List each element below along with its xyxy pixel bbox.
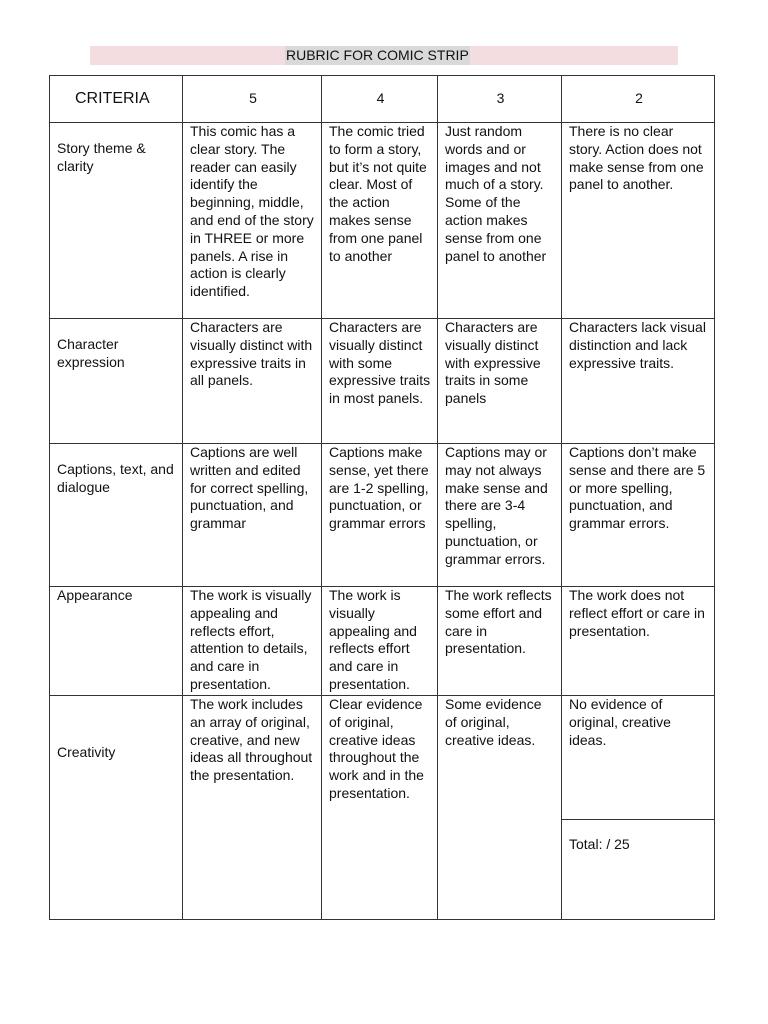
total-divider [562, 819, 714, 820]
cell-story-5: This comic has a clear story. The reader can easily identify the beginning, middle, and end of the story in THREE or more panels. A rise in action is clearly identified. [183, 123, 322, 319]
cell-captions-2: Captions don’t make sense and there are 5 or more spelling, punctuation, and grammar errors. [562, 444, 715, 587]
criterion-captions: Captions, text, and dialogue [50, 444, 183, 587]
cell-creativity-3: Some evidence of original, creative ideas. [438, 696, 562, 920]
cell-character-3: Characters are visually distinct with expressive traits in some panels [438, 319, 562, 444]
score-header-3: 3 [438, 76, 562, 123]
cell-character-4: Characters are visually distinct with some expressive traits in most panels. [322, 319, 438, 444]
criterion-appearance: Appearance [50, 587, 183, 696]
cell-creativity-2: No evidence of original, creative ideas. [569, 696, 671, 748]
cell-appearance-4: The work is visually appealing and reflects effort and care in presentation. [322, 587, 438, 696]
page-title: RUBRIC FOR COMIC STRIP [286, 47, 469, 63]
score-header-2: 2 [562, 76, 715, 123]
table-row [50, 123, 715, 319]
criterion-character-expression: Character expression [50, 319, 183, 444]
cell-creativity-2-container [562, 696, 715, 920]
criteria-header: CRITERIA [50, 76, 183, 123]
cell-character-5: Characters are visually distinct with expressive traits in all panels. [183, 319, 322, 444]
rubric-table [49, 75, 715, 920]
table-row [50, 319, 715, 444]
cell-character-2: Characters lack visual distinction and lack expressive traits. [562, 319, 715, 444]
cell-appearance-2: The work does not reflect effort or care in presentation. [562, 587, 715, 696]
cell-appearance-3: The work reflects some effort and care in presentation. [438, 587, 562, 696]
cell-story-4: The comic tried to form a story, but it’s not quite clear. Most of the action makes sense from one panel to another [322, 123, 438, 319]
score-header-5: 5 [183, 76, 322, 123]
score-header-4: 4 [322, 76, 438, 123]
table-row [50, 444, 715, 587]
table-row [50, 696, 715, 920]
cell-captions-4: Captions make sense, yet there are 1-2 spelling, punctuation, or grammar errors [322, 444, 438, 587]
header-row [50, 76, 715, 123]
criterion-story-theme: Story theme & clarity [50, 123, 183, 319]
cell-appearance-5: The work is visually appealing and reflects effort, attention to details, and care in presentation. [183, 587, 322, 696]
criterion-creativity: Creativity [50, 696, 183, 920]
cell-creativity-4: Clear evidence of original, creative ideas throughout the work and in the presentation. [322, 696, 438, 920]
cell-captions-3: Captions may or may not always make sense and there are 3-4 spelling, punctuation, or grammar errors. [438, 444, 562, 587]
cell-story-2: There is no clear story. Action does not make sense from one panel to another. [562, 123, 715, 319]
total-score: Total: / 25 [569, 836, 630, 852]
cell-captions-5: Captions are well written and edited for correct spelling, punctuation, and grammar [183, 444, 322, 587]
cell-creativity-5: The work includes an array of original, creative, and new ideas all throughout the presentation. [183, 696, 322, 920]
cell-story-3: Just random words and or images and not much of a story. Some of the action makes sense from one panel to another [438, 123, 562, 319]
table-row [50, 587, 715, 696]
